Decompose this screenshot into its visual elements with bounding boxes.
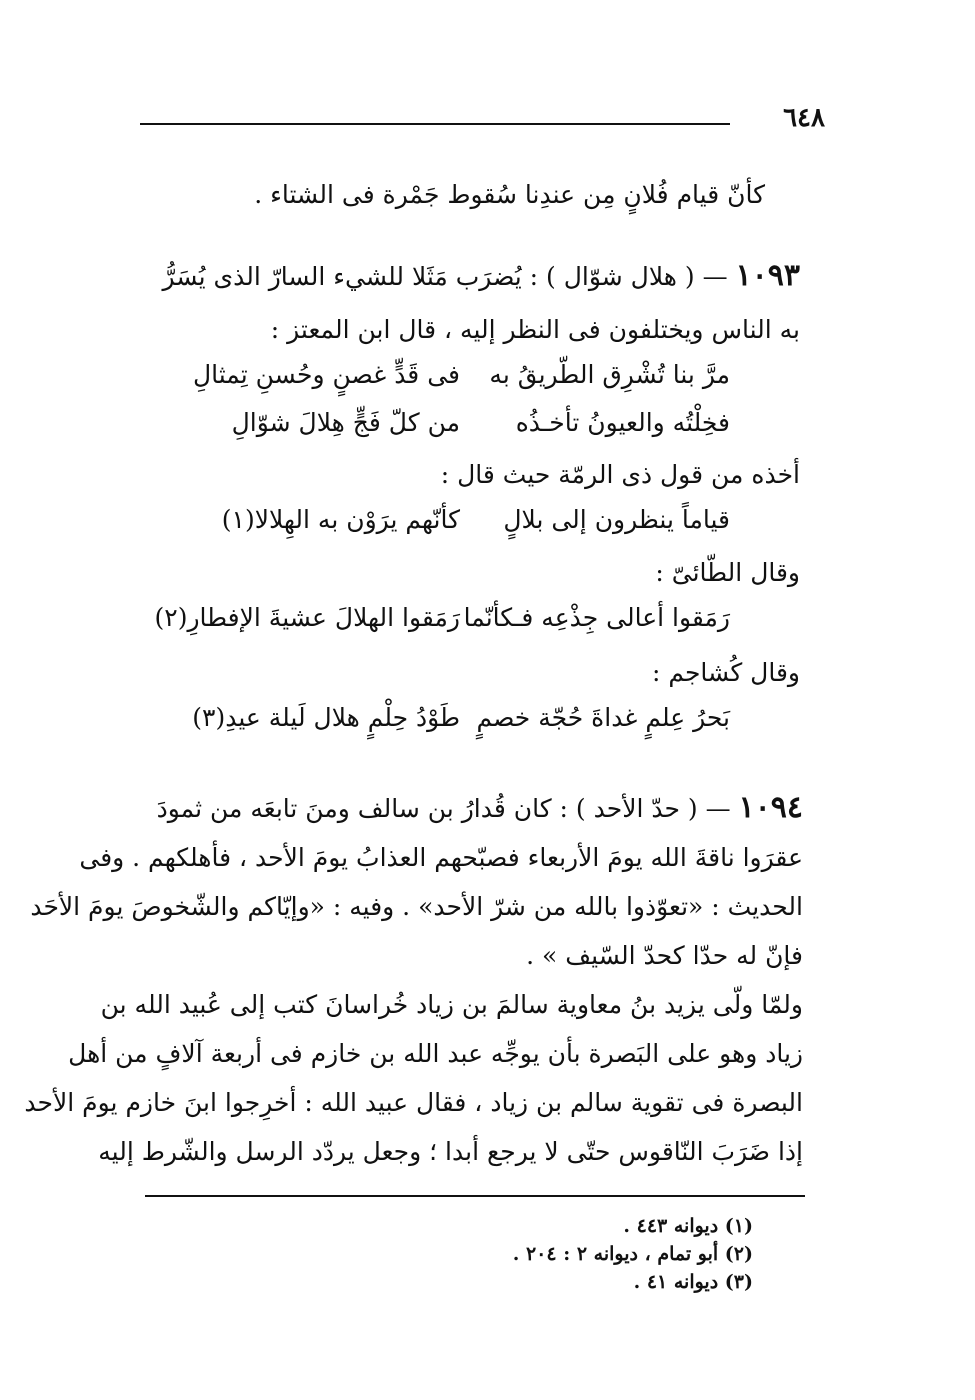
page-number: ٦٤٨ (783, 103, 825, 133)
verse-row (155, 360, 975, 400)
verse-second-hemistich: طَوْدُ حِلْمٍ هلال لَيلة عيدِ(٣) (192, 703, 460, 732)
entry-1094-line: فإنّ له حدّا كحدّ السّيف » . (526, 941, 803, 970)
verse-second-hemistich: كأنّهم يرَوْن به الهِلالا(١) (221, 505, 460, 534)
verse-first-hemistich: قياماً ينظرون إلى بلالٍ (503, 505, 730, 534)
entry-heading-text: — ( هلال شوّال ) : يُضرَب مَثَلا للشيء السارّ الذى يُسَرُّ (162, 262, 728, 291)
verse-row (155, 703, 975, 743)
entry-number: ١٠٩٤ (738, 790, 803, 825)
header-rule (140, 123, 730, 125)
verse-first-hemistich: مرَّ بنا تُشْرِق الطّريقُ به (489, 360, 730, 389)
footnote: (٢) أبو تمام ، ديوانه ٢ : ٢٠٤ . (512, 1243, 753, 1265)
entry-number: ١٠٩٣ (735, 258, 800, 293)
entry-1094-line: الحديث : «تعوّذوا بالله من شرّ الأحد» . وفيه : «وإيّاكم والشّخوصَ يومَ الأحَد (30, 892, 803, 921)
paragraph-line: زياد وهو على البَصرة بأن يوجِّه عبد الله بن خازم فى أربعة آلافٍ من أهل (68, 1039, 803, 1068)
verse-row (155, 408, 975, 448)
verse-second-hemistich: من كلّ فَجٍّ هِلالَ شوّالِ (231, 408, 460, 437)
entry-1093-heading (140, 258, 800, 293)
footnote-rule (145, 1195, 805, 1197)
verse-first-hemistich: رَمَقوا أعالى جِذْعِه فـكأنّما (463, 603, 730, 632)
footnote: (٣) ديوانه ٤١ . (633, 1271, 753, 1293)
verse-row (155, 505, 975, 545)
intro-line: أخذه من قول ذى الرمّة حيث قال : (440, 460, 800, 489)
verse-second-hemistich: فى قَدٍّ غصنٍ وحُسنِ تِمثالِ (192, 360, 460, 389)
entry-heading-text: — ( حدّ الأحد ) : كان قُدارُ بن سالف ومنَ تابعَه من ثمودَ (156, 794, 731, 823)
paragraph-line: إذا ضَرَبَ النّاقوس حتّى لا يرجع أبدا ؛ وجعل يردّد الرسل والشّرط إليه (98, 1137, 803, 1166)
verse-second-hemistich: رَمَقوا الهلالَ عشيةَ الإفطارِ(٢) (154, 603, 460, 632)
intro-line: وقال الطّائىّ : (655, 558, 800, 587)
entry-1093-line2: به الناس ويختلفون فى النظر إليه ، قال ابن المعتز : (270, 315, 800, 344)
paragraph-line: البصرة فى تقوية سالم بن زياد ، فقال عبيد الله : أخرِجوا ابنَ خازم يومَ الأحد (24, 1088, 803, 1117)
verse-first-hemistich: فخِلْتُه والعيونُ تأخـذُه (515, 408, 730, 437)
paragraph-line: ولمّا ولّى يزيد بنُ معاوية سالمَ بن زياد خُراسانَ كتب إلى عُبيد الله بن (100, 990, 803, 1019)
intro-line: وقال كُشاجم : (651, 658, 800, 687)
verse-first-hemistich: بَحرُ عِلمٍ غداةَ حُجّة خصمٍ (476, 703, 730, 732)
top-line: كأنّ قيام فُلانٍ مِن عندِنا سُقوط جَمْرة فى الشتاء . (254, 180, 765, 209)
footnote: (١) ديوانه ٤٤٣ . (623, 1215, 753, 1237)
verse-row (155, 603, 975, 643)
entry-1094-heading (133, 790, 803, 825)
entry-1094-line: عقرَوا ناقةَ الله يومَ الأربعاء فصبّحهم العذابُ يومَ الأحد ، فأهلكهم . وفى (79, 843, 803, 872)
